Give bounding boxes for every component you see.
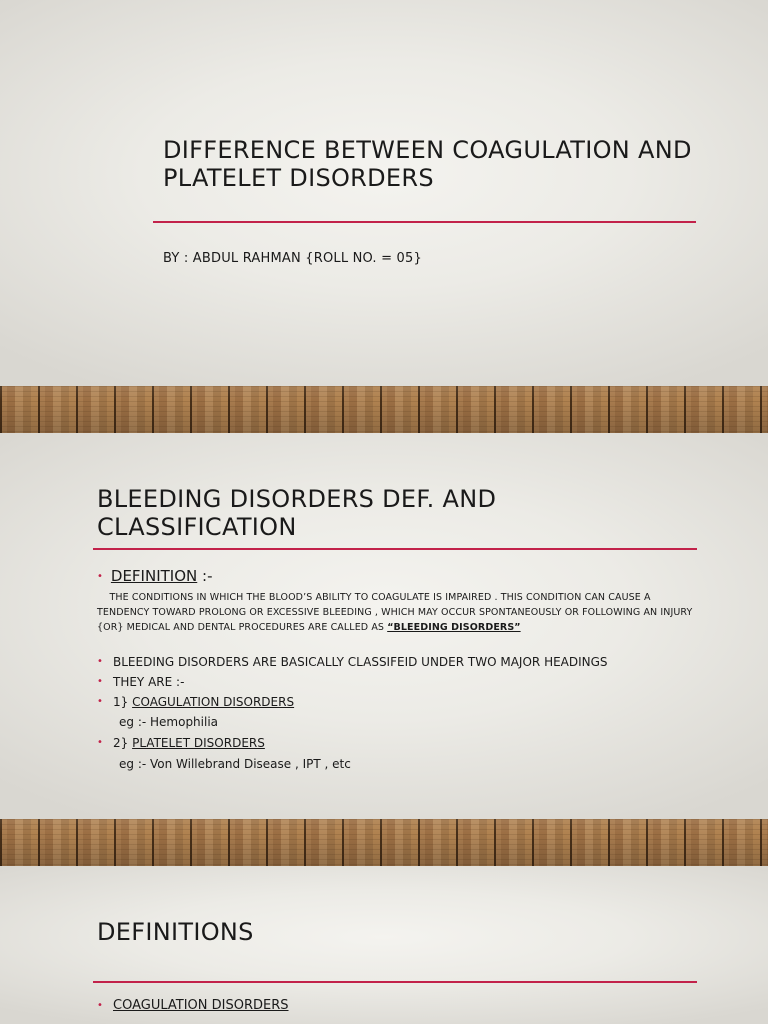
coagulation-disorders-link[interactable]: COAGULATION DISORDERS	[132, 695, 295, 709]
bullet-dot: •	[97, 571, 103, 582]
list-item-text: THEY ARE :-	[113, 675, 185, 689]
definition-heading	[97, 567, 212, 585]
slide1-byline: BY : ABDUL RAHMAN {ROLL NO. = 05}	[163, 251, 422, 266]
slide3-title: DEFINITIONS	[97, 918, 254, 946]
slide3-divider	[93, 981, 697, 983]
list-item: • BLEEDING DISORDERS ARE BASICALLY CLASSIFEID UNDER TWO MAJOR HEADINGS	[97, 655, 608, 669]
list-item-text: BLEEDING DISORDERS ARE BASICALLY CLASSIFEID UNDER TWO MAJOR HEADINGS	[113, 655, 608, 669]
wood-floor-divider	[0, 819, 768, 866]
example-von-willebrand: eg :- Von Willebrand Disease , IPT , etc	[119, 757, 351, 771]
classification-list	[97, 655, 717, 750]
definition-emphasis: “BLEEDING DISORDERS”	[387, 622, 521, 633]
slide1-title: DIFFERENCE BETWEEN COAGULATION AND PLATELET DISORDERS	[163, 136, 692, 192]
list-item: • COAGULATION DISORDERS	[97, 998, 289, 1013]
definition-paragraph	[97, 590, 697, 635]
list-item-prefix: 1}	[113, 695, 133, 709]
list-item: • THEY ARE :-	[97, 675, 185, 689]
definition-text: THE CONDITIONS IN WHICH THE BLOOD’S ABILITY TO COAGULATE IS IMPAIRED . THIS CONDITION CAN CAUSE A TENDENCY TOWARD PROLONG OR EXCESSIVE BLEEDING , WHICH MAY OCCUR SPONTANEOUSLY OR FOLLOWING AN INJURY {OR} MEDICAL AND DENTAL PROCEDURES ARE CALLED AS	[97, 592, 696, 633]
coagulation-disorders-heading[interactable]: COAGULATION DISORDERS	[113, 998, 289, 1013]
slide-definitions	[0, 866, 768, 1024]
list-item: • 1} COAGULATION DISORDERS	[97, 695, 295, 709]
example-hemophilia: eg :- Hemophilia	[119, 715, 219, 729]
definitions-list	[97, 999, 697, 1013]
list-item: • 2} PLATELET DISORDERS	[97, 736, 265, 750]
slide2-title: BLEEDING DISORDERS DEF. AND CLASSIFICATION	[97, 485, 497, 541]
slide2-divider	[93, 548, 697, 550]
definition-suffix: :-	[197, 567, 213, 585]
wood-floor-divider	[0, 386, 768, 433]
slide-title	[0, 0, 768, 386]
definition-label: DEFINITION	[110, 567, 198, 585]
slide1-divider	[153, 221, 696, 223]
list-item-prefix: 2}	[113, 736, 133, 750]
platelet-disorders-link[interactable]: PLATELET DISORDERS	[132, 736, 265, 750]
slide-bleeding-disorders	[0, 433, 768, 819]
